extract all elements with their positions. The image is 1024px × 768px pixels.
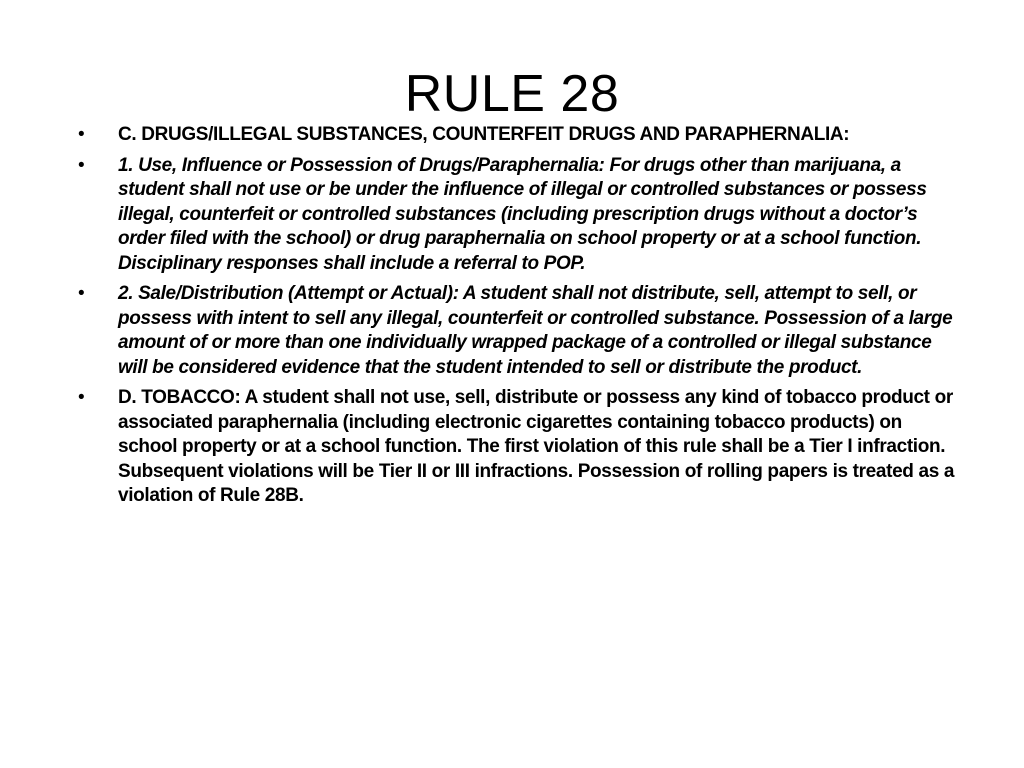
bullet-icon: • — [78, 154, 85, 176]
bullet-list — [78, 123, 958, 515]
bullet-item-drugs-heading — [78, 123, 958, 148]
bullet-text: D. TOBACCO: A student shall not use, sell, distribute or possess any kind of tobacco product or associated paraphernalia (including electronic cigarettes containing tobacco products) on school property or at a school function. The first violation of this rule shall be a Tier I infraction. Subsequent violations will be Tier II or III infractions. Possession of rolling papers is treated as a violation of Rule 28B. — [118, 387, 955, 506]
bullet-text: 2. Sale/Distribution (Attempt or Actual): A student shall not distribute, sell, attempt to sell, or possess with intent to sell any illegal, counterfeit or controlled substance. Possession of a large amount of or more than one individually wrapped package of a controlled or illegal substance will be considered evidence that the student intended to sell or distribute the product. — [118, 283, 953, 378]
bullet-item-use-possession — [78, 154, 958, 277]
bullet-item-tobacco — [78, 386, 958, 509]
bullet-text: C. DRUGS/ILLEGAL SUBSTANCES, COUNTERFEIT DRUGS AND PARAPHERNALIA: — [118, 124, 850, 145]
bullet-icon: • — [78, 124, 85, 145]
bullet-icon: • — [78, 283, 85, 304]
slide-title: RULE 28 — [404, 65, 620, 123]
bullet-text: 1. Use, Influence or Possession of Drugs/Paraphernalia: For drugs other than marijuana, a student shall not use or be under the influence of illegal or controlled substances or possess illegal, counterfeit or controlled substances (including prescription drugs without a doctor’s order filed with the school) or drug paraphernalia on school property or at a school function. Disciplinary responses shall include a referral to POP. — [118, 154, 927, 274]
bullet-icon: • — [78, 387, 85, 408]
bullet-item-sale-distribution — [78, 282, 958, 380]
